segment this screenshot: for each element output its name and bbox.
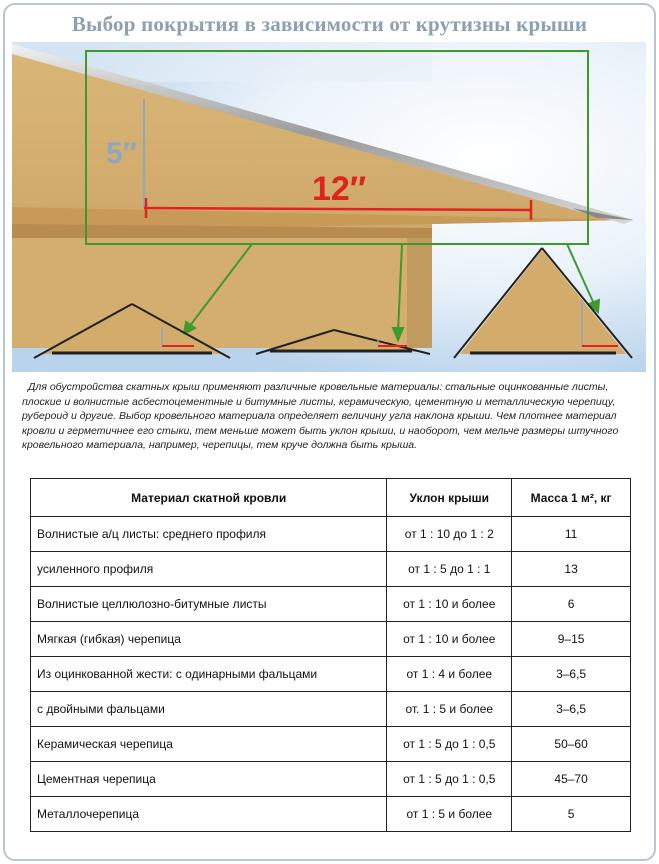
table-row (31, 517, 631, 552)
header-mass: Масса 1 м², кг (512, 479, 631, 517)
cell-mass: 3–6,5 (512, 657, 631, 692)
wall (12, 238, 432, 348)
rise-label: 5″ (106, 137, 138, 170)
cell-mass: 11 (512, 517, 631, 552)
cell-slope: от 1 : 10 до 1 : 2 (387, 517, 512, 552)
header-material: Материал скатной кровли (31, 479, 387, 517)
run-label: 12″ (312, 170, 367, 208)
table-row (31, 727, 631, 762)
wall-shade (407, 238, 432, 348)
cell-slope: от 1 : 10 и более (387, 622, 512, 657)
cell-material: Керамическая черепица (31, 727, 387, 762)
cell-material: Волнистые целлюлозно-битумные листы (31, 587, 387, 622)
table-row (31, 657, 631, 692)
cell-slope: от 1 : 5 до 1 : 1 (387, 552, 512, 587)
table-row (31, 552, 631, 587)
cell-mass: 5 (512, 797, 631, 832)
cell-mass: 6 (512, 587, 631, 622)
cell-slope: от. 1 : 5 и более (387, 692, 512, 727)
cell-mass: 45–70 (512, 762, 631, 797)
header-slope: Уклон крыши (387, 479, 512, 517)
cell-slope: от 1 : 5 и более (387, 797, 512, 832)
table-row (31, 622, 631, 657)
cell-material: Цементная черепица (31, 762, 387, 797)
table-row (31, 797, 631, 832)
page-title: Выбор покрытия в зависимости от крутизны крыши (71, 12, 588, 36)
cell-material: Из оцинкованной жести: с одинарными фальцами (31, 657, 387, 692)
cell-mass: 50–60 (512, 727, 631, 762)
cell-material: с двойными фальцами (31, 692, 387, 727)
description-paragraph: Для обустройства скатных крыш применяют различные кровельные материалы: стальные оцинкованные листы, плоские и волнистые асбестоцементные и битумные листы, керамическую, цементную и металлическую черепицу, рубероид и другие. Выбор кровельного материала определяет величину угла наклона крыши. Чем плотнее материал кровли и герметичнее его стыки, тем меньше может быть уклон крыши, и наоборот, чем мельче размеры штучного кровельного материала, например, черепицы, тем круче должна быть крыша. (22, 381, 619, 451)
cell-slope: от 1 : 4 и более (387, 657, 512, 692)
roofing-table (30, 478, 631, 832)
roof-slope-illustration (12, 42, 646, 372)
table-row (31, 762, 631, 797)
cell-slope: от 1 : 5 до 1 : 0,5 (387, 762, 512, 797)
table-header-row (31, 479, 631, 517)
cell-material: Волнистые а/ц листы: среднего профиля (31, 517, 387, 552)
cell-mass: 9–15 (512, 622, 631, 657)
cell-material: Мягкая (гибкая) черепица (31, 622, 387, 657)
cell-slope: от 1 : 5 до 1 : 0,5 (387, 727, 512, 762)
cell-mass: 13 (512, 552, 631, 587)
cell-material: Металлочерепица (31, 797, 387, 832)
cell-material: усиленного профиля (31, 552, 387, 587)
cell-mass: 3–6,5 (512, 692, 631, 727)
table-row (31, 587, 631, 622)
cell-slope: от 1 : 10 и более (387, 587, 512, 622)
table-row (31, 692, 631, 727)
